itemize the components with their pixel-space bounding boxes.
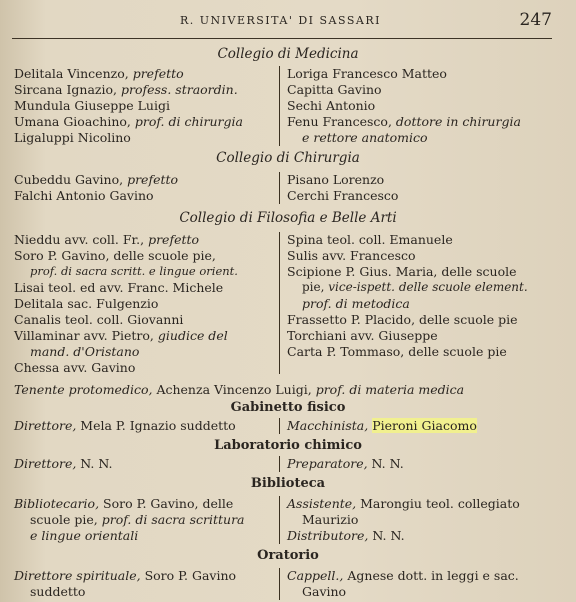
entry-line: Loriga Francesco Matteo xyxy=(287,66,447,81)
entry-line: Capitta Gavino xyxy=(287,82,382,97)
entry-line: Sircana Ignazio, profess. straordin. xyxy=(14,82,238,97)
entry-line: Mundula Giuseppe Luigi xyxy=(14,98,170,113)
entry-line: Preparatore, N. N. xyxy=(287,456,404,471)
entry-line: pie, vice-ispett. delle scuole element. xyxy=(302,280,528,294)
entry-line: Assistente, Marongiu teol. collegiato xyxy=(287,496,520,511)
entry-line: Distributore, N. N. xyxy=(287,528,405,543)
entry-line: e lingue orientali xyxy=(30,528,139,543)
column-divider xyxy=(279,456,280,472)
entry-line: prof. di sacra scritt. e lingue orient. xyxy=(30,264,238,278)
entry-line: mand. d'Oristano xyxy=(30,344,140,359)
entry-line: e rettore anatomico xyxy=(302,130,428,145)
section-title-gabinetto: Gabinetto fisico xyxy=(230,400,346,415)
column-divider xyxy=(279,172,280,204)
entry-line: Macchinista, Pieroni Giacomo xyxy=(287,418,477,433)
entry-line: Chessa avv. Gavino xyxy=(14,360,136,375)
page-header xyxy=(0,10,576,32)
section-title-chirurgia: Collegio di Chirurgia xyxy=(216,150,360,166)
entry-line: Pisano Lorenzo xyxy=(287,172,385,187)
entry-line: Ligaluppi Nicolino xyxy=(14,130,131,145)
entry-line: Scipione P. Gius. Maria, delle scuole xyxy=(287,264,517,279)
entry-line: Sechi Antonio xyxy=(287,98,376,113)
entry-line: Carta P. Tommaso, delle scuole pie xyxy=(287,344,507,359)
entry-line: Direttore, N. N. xyxy=(14,456,113,471)
entry-line: Maurizio xyxy=(302,512,359,527)
section-title-biblioteca: Biblioteca xyxy=(250,476,326,491)
entry-line: Direttore, Mela P. Ignazio suddetto xyxy=(14,418,236,433)
entry-line: Tenente protomedico, Achenza Vincenzo Luigi, prof. di materia medica xyxy=(14,382,465,397)
entry-line: Gavino xyxy=(302,584,347,599)
entry-line: Direttore spirituale, Soro P. Gavino xyxy=(14,568,237,583)
page-number: 247 xyxy=(519,10,552,30)
column-divider xyxy=(279,496,280,544)
entry-line: Fenu Francesco, dottore in chirurgia xyxy=(287,114,521,129)
column-divider xyxy=(279,568,280,600)
entry-line: Canalis teol. coll. Giovanni xyxy=(14,312,184,327)
entry-line: Delitala Vincenzo, prefetto xyxy=(14,66,184,81)
entry-line: Sulis avv. Francesco xyxy=(287,248,416,263)
entry-line: Cerchi Francesco xyxy=(287,188,399,203)
entry-line: Delitala sac. Fulgenzio xyxy=(14,296,159,311)
entry-line: Umana Gioachino, prof. di chirurgia xyxy=(14,114,243,129)
entry-line: Falchi Antonio Gavino xyxy=(14,188,154,203)
entry-line: Soro P. Gavino, delle scuole pie, xyxy=(14,248,216,263)
header-rule xyxy=(12,38,552,39)
column-divider xyxy=(279,232,280,374)
entry-line: Cappell., Agnese dott. in leggi e sac. xyxy=(287,568,519,583)
entry-line: Frassetto P. Placido, delle scuole pie xyxy=(287,312,518,327)
entry-line: suddetto xyxy=(30,584,86,599)
highlighted-name: Pieroni Giacomo xyxy=(372,418,477,433)
entry-line: Cubeddu Gavino, prefetto xyxy=(14,172,179,187)
entry-line: Nieddu avv. coll. Fr., prefetto xyxy=(14,232,200,247)
column-divider xyxy=(279,66,280,146)
entry-line: Bibliotecario, Soro P. Gavino, delle xyxy=(14,496,234,511)
entry-line: prof. di metodica xyxy=(302,296,410,311)
entry-line: scuole pie, prof. di sacra scrittura xyxy=(30,512,245,527)
section-title-filosofia: Collegio di Filosofia e Belle Arti xyxy=(179,210,397,226)
entry-line: Villaminar avv. Pietro, giudice del xyxy=(14,328,228,343)
entry-line: Spina teol. coll. Emanuele xyxy=(287,232,453,247)
entry-line: Torchiani avv. Giuseppe xyxy=(287,328,438,343)
section-title-laboratorio: Laboratorio chimico xyxy=(214,438,362,453)
column-divider xyxy=(279,418,280,434)
running-title: R. UNIVERSITA' DI SASSARI xyxy=(180,14,381,27)
section-title-oratorio: Oratorio xyxy=(257,548,319,563)
entry-line: Lisai teol. ed avv. Franc. Michele xyxy=(14,280,224,295)
section-title-medicina: Collegio di Medicina xyxy=(217,46,359,62)
